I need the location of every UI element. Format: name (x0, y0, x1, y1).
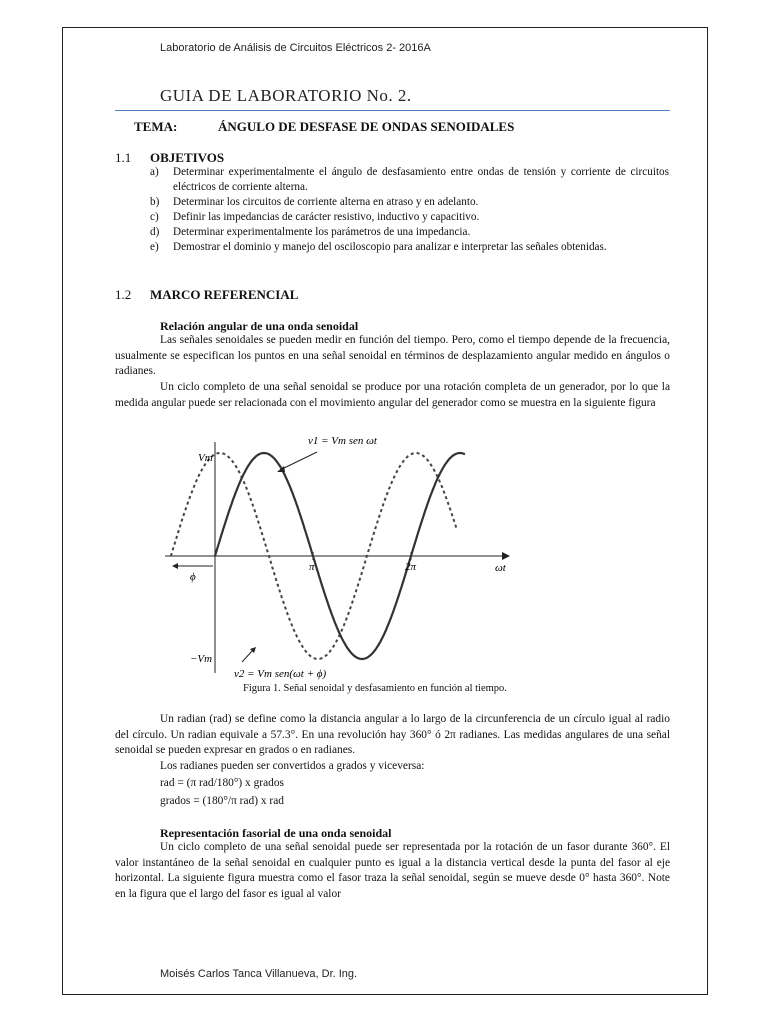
neg-vm-label: −Vm (190, 653, 213, 665)
paragraph: Las señales senoidales se pueden medir en función del tiempo. Pero, como el tiempo depende de la frecuencia, usualmente se especifican los puntos en una señal senoidal en términos de desplazamiento angular medido en ángulos o radianes. (115, 334, 670, 377)
section-heading: MARCO REFERENCIAL (150, 287, 299, 302)
objective-text: Determinar los circuitos de corriente alterna en atraso y en adelanto. (173, 196, 479, 208)
omega-t-label: ωt (495, 562, 506, 574)
phi-arrow (172, 563, 178, 569)
section-number: 1.2 (115, 287, 132, 302)
paragraph: Un ciclo completo de una señal senoidal se produce por una rotación completa de un generador, por lo que la medida angular puede ser relacionada con el movimiento angular del generador como se muestra en la siguiente figura (115, 381, 670, 409)
x-axis-arrow (502, 552, 510, 560)
phi-label: ϕ (190, 571, 196, 583)
v1-leader (280, 452, 317, 470)
paragraph: Un ciclo completo de una señal senoidal puede ser representada por la rotación de un fasor durante 360°. El valor instantáneo de la señal senoidal en cualquier punto es igual a la distancia vertical desde la punta del fasor al eje horizontal. La siguiente figura muestra como el fasor traza la señal senoidal, según se mueve desde 0° hasta 360°. Note en la figura que el largo del fasor es igual al valor (115, 841, 670, 900)
v1-label: v1 = Vm sen ωt (308, 435, 377, 447)
objective-label: a) (150, 166, 159, 178)
objective-text: Demostrar el dominio y manejo del osciloscopio para analizar e interpretar las señales obtenidas. (173, 241, 607, 253)
objective-text: Definir las impedancias de carácter resistivo, inductivo y capacitivo. (173, 211, 480, 223)
page-header: Laboratorio de Análisis de Circuitos Eléctricos 2- 2016A (160, 42, 431, 54)
v2-leader (242, 650, 253, 662)
v2-label: v2 = Vm sen(ωt + ϕ) (234, 668, 327, 680)
pi-label: π (309, 561, 315, 573)
subsection-heading: Representación fasorial de una onda senoidal (160, 826, 392, 840)
formula-rad: rad = (π rad/180°) x grados (160, 777, 284, 789)
page-footer: Moisés Carlos Tanca Villanueva, Dr. Ing. (160, 968, 358, 980)
title-rule (115, 110, 670, 111)
objective-text: Determinar experimentalmente el ángulo de desfasamiento entre ondas de tensión y corriente de circuitos eléctricos de corriente alterna. (173, 166, 669, 193)
objective-label: c) (150, 211, 159, 223)
section-heading: OBJETIVOS (150, 150, 225, 165)
objective-label: e) (150, 241, 159, 253)
subsection-heading: Relación angular de una onda senoidal (160, 319, 359, 333)
section-number: 1.1 (115, 150, 132, 165)
paragraph: Un radian (rad) se define como la distancia angular a lo largo de la circunferencia de un círculo igual al radio del círculo. Un radian equivale a 57.3°. En una revolución hay 360° ó 2π radianes. Las medidas angulares de una señal senoidal se pueden expresar en grados o en radianes. (115, 713, 670, 756)
paragraph: Los radianes pueden ser convertidos a grados y viceversa: (160, 760, 425, 772)
tema-value: ÁNGULO DE DESFASE DE ONDAS SENOIDALES (218, 119, 515, 134)
phase-shift-figure (150, 428, 530, 684)
objective-label: d) (150, 226, 160, 238)
objective-text: Determinar experimentalmente los parámetros de una impedancia. (173, 226, 471, 238)
formula-grados: grados = (180°/π rad) x rad (160, 795, 284, 807)
tema-label: TEMA: (134, 119, 178, 134)
guide-title: GUIA DE LABORATORIO No. 2. (160, 86, 412, 105)
objective-label: b) (150, 196, 160, 208)
vm-label: Vm (198, 452, 213, 464)
figure-caption: Figura 1. Señal senoidal y desfasamiento en función al tiempo. (243, 683, 507, 694)
two-pi-label: 2π (405, 561, 417, 573)
